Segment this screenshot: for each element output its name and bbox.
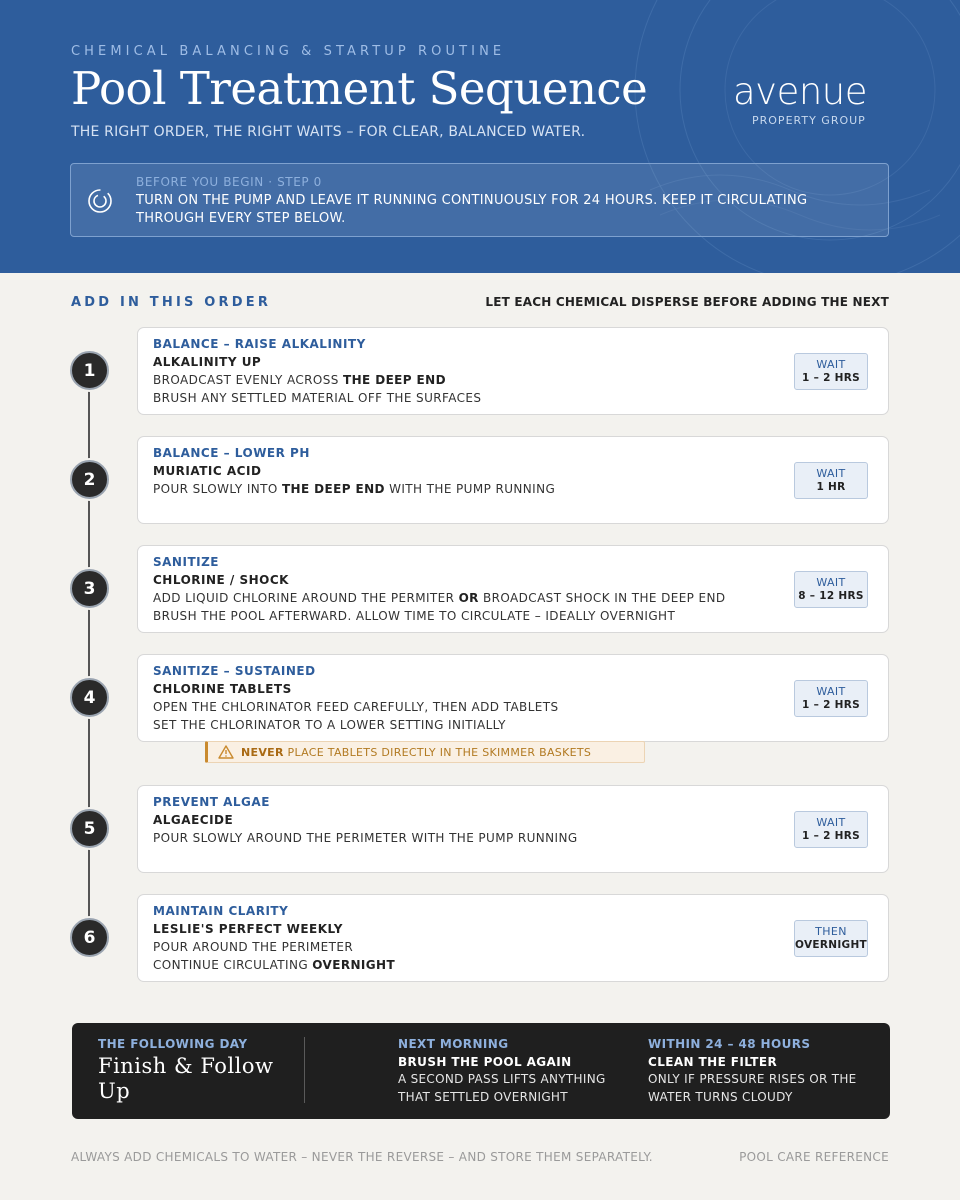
- circular-refresh-icon: [87, 188, 113, 214]
- instruction-text: SET THE CHLORINATOR TO A LOWER SETTING INITIALLY: [153, 718, 506, 732]
- step-category: SANITIZE: [153, 555, 219, 569]
- instruction-text: WITH THE PUMP RUNNING: [384, 482, 556, 496]
- step-card: [137, 545, 889, 633]
- wait-label: WAIT: [816, 576, 846, 589]
- wait-badge: [794, 680, 868, 717]
- before-you-begin-box: [70, 163, 889, 237]
- follow-up-heading: WITHIN 24 – 48 HOURS: [648, 1037, 811, 1051]
- wait-badge: [794, 811, 868, 848]
- step-card: [137, 654, 889, 742]
- instruction-emphasis: THE DEEP END: [343, 373, 446, 387]
- warning-triangle-icon: [218, 745, 234, 759]
- instruction-text: BROADCAST SHOCK IN THE DEEP END: [478, 591, 726, 605]
- follow-up-heading: NEXT MORNING: [398, 1037, 509, 1051]
- wait-label: THEN: [815, 925, 847, 938]
- instruction-text: BRUSH THE POOL AFTERWARD. ALLOW TIME TO CIRCULATE – IDEALLY OVERNIGHT: [153, 609, 676, 623]
- step-instruction: [153, 391, 481, 405]
- warning-emphasis: NEVER: [241, 746, 284, 759]
- instruction-emphasis: THE DEEP END: [281, 482, 385, 496]
- step-card: [137, 894, 889, 982]
- step-instruction: [153, 700, 559, 714]
- wait-duration: 1 HR: [816, 481, 846, 493]
- step-instruction: [153, 958, 395, 972]
- step-product: ALKALINITY UP: [153, 355, 262, 369]
- section-note: LET EACH CHEMICAL DISPERSE BEFORE ADDING THE NEXT: [485, 295, 889, 309]
- warning-callout: [205, 741, 645, 763]
- wait-badge: [794, 462, 868, 499]
- warning-text: [241, 746, 591, 759]
- follow-up-within-hours: [648, 1037, 873, 1106]
- instruction-text: POUR SLOWLY AROUND THE PERIMETER WITH THE PUMP RUNNING: [153, 831, 578, 845]
- step-product: ALGAECIDE: [153, 813, 234, 827]
- wait-label: WAIT: [816, 467, 846, 480]
- wait-duration: 1 – 2 HRS: [802, 372, 860, 384]
- step-card: [137, 327, 889, 415]
- step-instruction: [153, 591, 726, 605]
- timeline-connector: [88, 372, 90, 938]
- wait-label: WAIT: [816, 816, 846, 829]
- header-banner: [0, 0, 960, 273]
- instruction-text: CONTINUE CIRCULATING: [153, 958, 313, 972]
- brand-logo-subtitle: PROPERTY GROUP: [752, 114, 866, 127]
- step-category: MAINTAIN CLARITY: [153, 904, 289, 918]
- step-number-badge: 6: [70, 918, 109, 957]
- step-category: BALANCE – LOWER PH: [153, 446, 310, 460]
- section-title: ADD IN THIS ORDER: [71, 295, 272, 310]
- step-number-badge: 4: [70, 678, 109, 717]
- follow-up-next-morning: [398, 1037, 623, 1106]
- step-instruction: [153, 718, 506, 732]
- wait-duration: OVERNIGHT: [795, 939, 867, 951]
- page-subtitle: THE RIGHT ORDER, THE RIGHT WAITS – FOR CLEAR, BALANCED WATER.: [71, 124, 586, 140]
- instruction-text: BROADCAST EVENLY ACROSS: [153, 373, 343, 387]
- step-category: SANITIZE – SUSTAINED: [153, 664, 316, 678]
- follow-up-panel: [72, 1023, 890, 1119]
- follow-up-detail: ONLY IF PRESSURE RISES OR THE WATER TURNS CLOUDY: [648, 1072, 857, 1104]
- page-title: Pool Treatment Sequence: [71, 62, 648, 115]
- wait-badge: [794, 353, 868, 390]
- follow-up-divider: [304, 1037, 305, 1103]
- instruction-text: OPEN THE CHLORINATOR FEED CAREFULLY, THEN ADD TABLETS: [153, 700, 559, 714]
- instruction-emphasis: OVERNIGHT: [312, 958, 396, 972]
- wait-duration: 1 – 2 HRS: [802, 699, 860, 711]
- header-kicker: CHEMICAL BALANCING & STARTUP ROUTINE: [71, 44, 506, 59]
- follow-up-action: CLEAN THE FILTER: [648, 1055, 778, 1069]
- instruction-emphasis: OR: [458, 591, 479, 605]
- step-number-badge: 1: [70, 351, 109, 390]
- step-category: PREVENT ALGAE: [153, 795, 270, 809]
- before-you-begin-label: BEFORE YOU BEGIN · STEP 0: [136, 175, 322, 189]
- step-number-badge: 3: [70, 569, 109, 608]
- warning-body: PLACE TABLETS DIRECTLY IN THE SKIMMER BASKETS: [283, 746, 592, 759]
- step-instruction: [153, 373, 446, 387]
- step-category: BALANCE – RAISE ALKALINITY: [153, 337, 366, 351]
- step-number-badge: 2: [70, 460, 109, 499]
- wait-badge: [794, 920, 868, 957]
- instruction-text: POUR SLOWLY INTO: [153, 482, 282, 496]
- footer-label: POOL CARE REFERENCE: [739, 1150, 889, 1164]
- step-instruction: [153, 482, 555, 496]
- step-instruction: [153, 609, 675, 623]
- step-product: CHLORINE TABLETS: [153, 682, 292, 696]
- step-instruction: [153, 831, 578, 845]
- step-card: [137, 436, 889, 524]
- follow-up-action: BRUSH THE POOL AGAIN: [398, 1055, 572, 1069]
- wait-label: WAIT: [816, 685, 846, 698]
- wait-duration: 1 – 2 HRS: [802, 830, 860, 842]
- footer-safety-note: ALWAYS ADD CHEMICALS TO WATER – NEVER THE REVERSE – AND STORE THEM SEPARATELY.: [71, 1150, 653, 1164]
- brand-logo-wordmark: avenue: [733, 70, 867, 113]
- follow-up-kicker: THE FOLLOWING DAY: [98, 1037, 248, 1051]
- instruction-text: POUR AROUND THE PERIMETER: [153, 940, 354, 954]
- follow-up-detail: A SECOND PASS LIFTS ANYTHING THAT SETTLED OVERNIGHT: [398, 1072, 606, 1104]
- wait-badge: [794, 571, 868, 608]
- step-product: MURIATIC ACID: [153, 464, 262, 478]
- step-instruction: [153, 940, 353, 954]
- follow-up-title: Finish & Follow Up: [98, 1054, 274, 1103]
- instruction-text: ADD LIQUID CHLORINE AROUND THE PERMITER: [153, 591, 459, 605]
- instruction-text: BRUSH ANY SETTLED MATERIAL OFF THE SURFACES: [153, 391, 482, 405]
- before-you-begin-text: TURN ON THE PUMP AND LEAVE IT RUNNING CONTINUOUSLY FOR 24 HOURS. KEEP IT CIRCULATING THROUGH EVERY STEP BELOW.: [136, 193, 808, 226]
- step-product: LESLIE'S PERFECT WEEKLY: [153, 922, 343, 936]
- wait-label: WAIT: [816, 358, 846, 371]
- step-card: [137, 785, 889, 873]
- step-number-badge: 5: [70, 809, 109, 848]
- wait-duration: 8 – 12 HRS: [798, 590, 864, 602]
- step-product: CHLORINE / SHOCK: [153, 573, 289, 587]
